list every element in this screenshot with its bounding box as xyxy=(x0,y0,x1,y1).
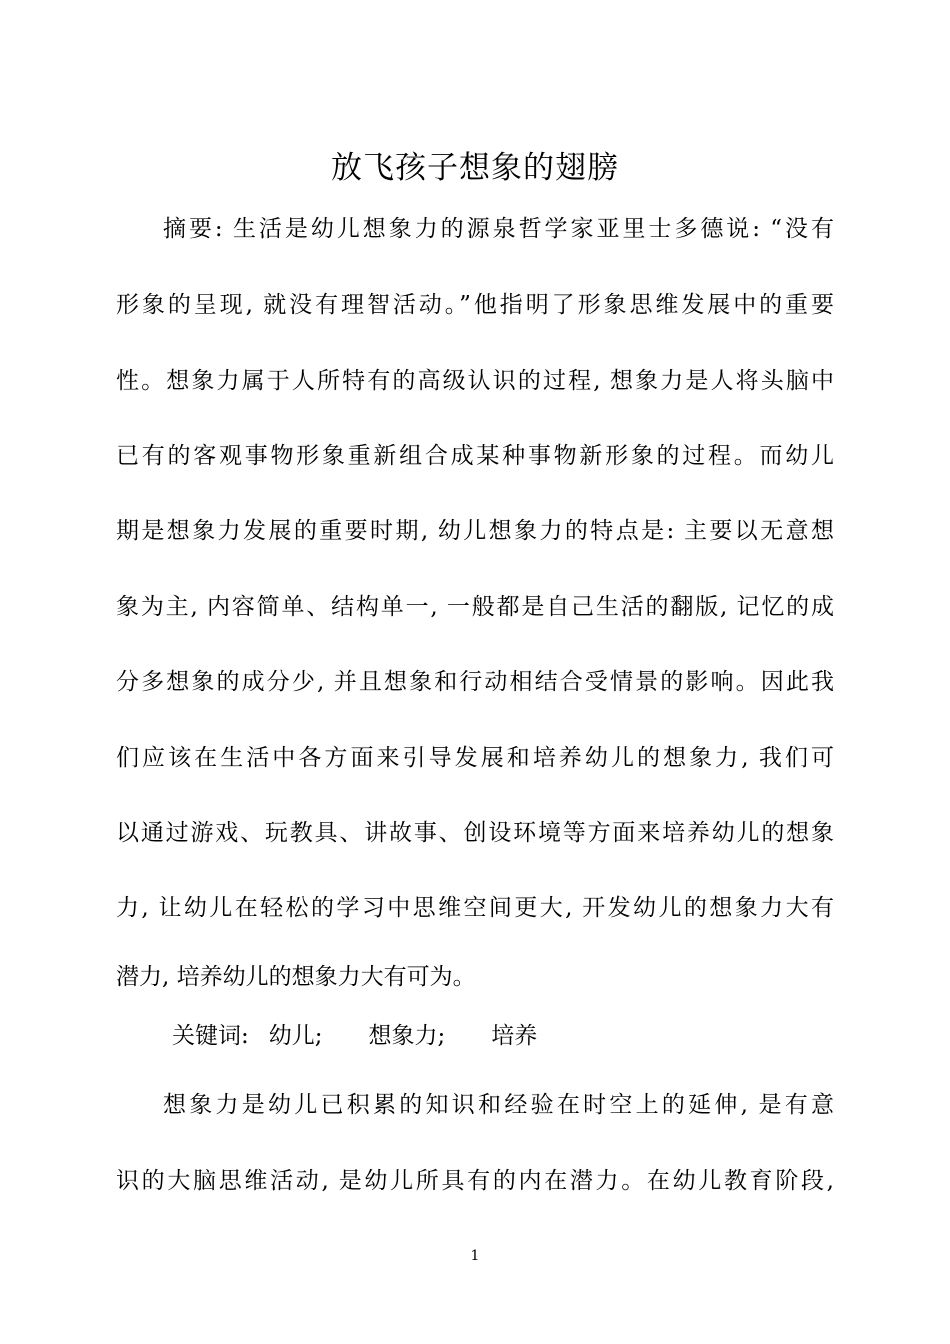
keywords-label: 关键词: xyxy=(172,1023,249,1049)
abstract-line: 期是想象力发展的重要时期, 幼儿想象力的特点是: 主要以无意想 xyxy=(116,518,834,544)
abstract-line: 摘要: 生活是幼儿想象力的源泉哲学家亚里士多德说: “没有 xyxy=(163,216,834,242)
keyword-item: 想象力; xyxy=(368,1023,446,1049)
abstract-line: 象为主, 内容简单、结构单一, 一般都是自己生活的翻版, 记忆的成 xyxy=(116,594,834,620)
body-line: 想象力是幼儿已积累的知识和经验在时空上的延伸, 是有意 xyxy=(163,1092,834,1118)
abstract-line: 们应该在生活中各方面来引导发展和培养幼儿的想象力, 我们可 xyxy=(116,745,834,771)
abstract-line: 分多想象的成分少, 并且想象和行动相结合受情景的影响。因此我 xyxy=(116,669,834,695)
keyword-item: 培养 xyxy=(491,1023,538,1049)
abstract-line: 已有的客观事物形象重新组合成某种事物新形象的过程。而幼儿 xyxy=(116,443,834,469)
document-title: 放飞孩子想象的翅膀 xyxy=(331,150,619,186)
keyword-item: 幼儿; xyxy=(268,1023,323,1049)
page-number: 1 xyxy=(470,1248,480,1264)
body-line: 识的大脑思维活动, 是幼儿所具有的内在潜力。在幼儿教育阶段, xyxy=(116,1168,834,1194)
abstract-line: 力, 让幼儿在轻松的学习中思维空间更大, 开发幼儿的想象力大有 xyxy=(116,895,834,921)
abstract-line: 以通过游戏、玩教具、讲故事、创设环境等方面来培养幼儿的想象 xyxy=(116,820,834,846)
abstract-line: 潜力, 培养幼儿的想象力大有可为。 xyxy=(116,964,476,990)
keywords-line xyxy=(172,1021,537,1051)
abstract-line: 性。想象力属于人所特有的高级认识的过程, 想象力是人将头脑中 xyxy=(116,368,834,394)
abstract-line: 形象的呈现, 就没有理智活动。”他指明了形象思维发展中的重要 xyxy=(116,292,834,318)
